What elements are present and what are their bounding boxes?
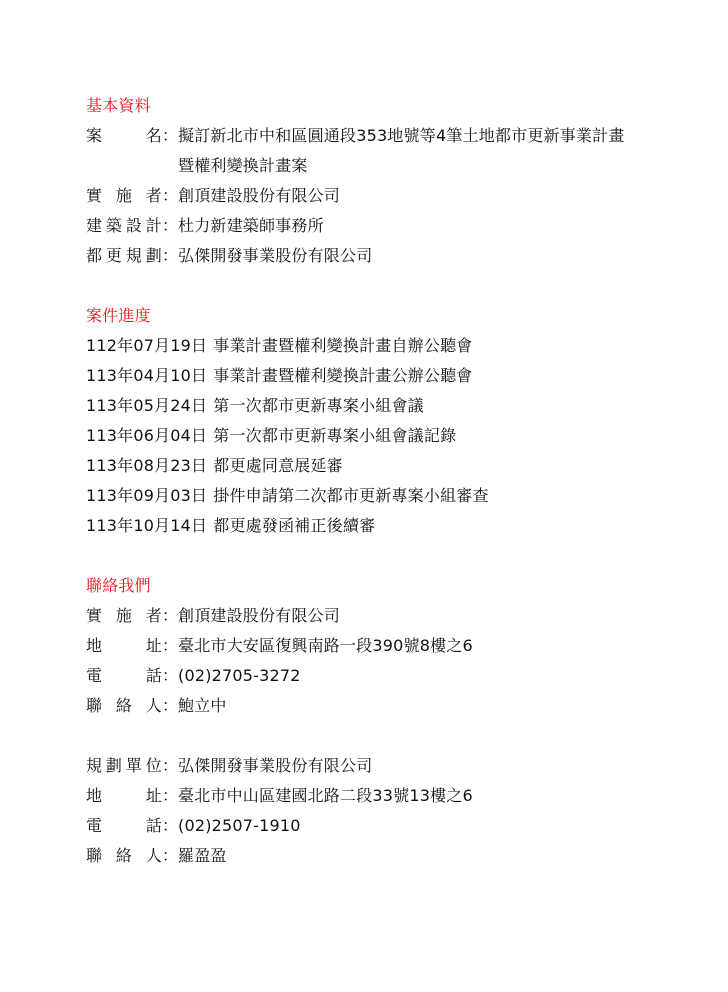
phone-label: 電 話 <box>86 666 162 685</box>
colon: ： <box>162 606 179 625</box>
implementer-person-row <box>86 691 706 721</box>
case-name-row <box>86 121 706 181</box>
colon: ： <box>162 816 179 835</box>
progress-event: 都更處發函補正後續審 <box>213 516 376 535</box>
planner-value: 弘傑開發事業股份有限公司 <box>178 246 373 265</box>
progress-item <box>86 421 706 451</box>
implementer-row <box>86 181 706 211</box>
phone-label: 電 話 <box>86 816 162 835</box>
basic-info-heading: 基本資料 <box>86 96 151 115</box>
colon: ： <box>162 126 179 145</box>
progress-item <box>86 361 706 391</box>
planner-person-value: 羅盈盈 <box>178 846 227 865</box>
progress-date: 113年04月10日 <box>86 366 208 385</box>
progress-event: 第一次都市更新專案小組會議 <box>213 396 424 415</box>
colon: ： <box>162 666 179 685</box>
progress-item <box>86 331 706 361</box>
implementer-value: 創頂建設股份有限公司 <box>178 186 341 205</box>
progress-event: 掛件申請第二次都市更新專案小組審查 <box>213 486 489 505</box>
planner-label: 都 更 規 劃 <box>86 246 162 265</box>
progress-date: 113年06月04日 <box>86 426 208 445</box>
colon: ： <box>162 246 179 265</box>
progress-date: 113年10月14日 <box>86 516 208 535</box>
implementer-address-value: 臺北市大安區復興南路一段390號8樓之6 <box>178 636 473 655</box>
colon: ： <box>162 696 179 715</box>
colon: ： <box>162 756 179 775</box>
contact-implementer-label: 實 施 者 <box>86 606 162 625</box>
colon: ： <box>162 636 179 655</box>
progress-event: 第一次都市更新專案小組會議記錄 <box>213 426 457 445</box>
contact-planner-label: 規 劃 單 位 <box>86 756 162 775</box>
progress-item <box>86 511 706 541</box>
progress-item <box>86 481 706 511</box>
progress-date: 112年07月19日 <box>86 336 208 355</box>
contact-implementer-row <box>86 601 706 631</box>
contact-person-label: 聯 絡 人 <box>86 696 162 715</box>
progress-date: 113年05月24日 <box>86 396 208 415</box>
progress-event: 都更處同意展延審 <box>213 456 343 475</box>
contact-implementer-value: 創頂建設股份有限公司 <box>178 606 341 625</box>
planner-phone-value: (02)2507-1910 <box>178 816 301 835</box>
colon: ： <box>162 786 179 805</box>
address-label: 地 址 <box>86 786 162 805</box>
progress-event: 事業計畫暨權利變換計畫公辦公聽會 <box>213 366 473 385</box>
colon: ： <box>162 216 179 235</box>
colon: ： <box>162 846 179 865</box>
planner-row <box>86 241 706 271</box>
colon: ： <box>162 186 179 205</box>
document-body <box>86 91 706 871</box>
address-label: 地 址 <box>86 636 162 655</box>
progress-heading: 案件進度 <box>86 306 151 325</box>
implementer-contact-block <box>86 601 706 721</box>
case-name-label: 案 名 <box>86 126 162 145</box>
architect-label: 建 築 設 計 <box>86 216 162 235</box>
planner-phone-row <box>86 811 706 841</box>
case-name-line-2: 暨權利變換計畫案 <box>178 156 308 175</box>
progress-item <box>86 451 706 481</box>
architect-value: 杜力新建築師事務所 <box>178 216 324 235</box>
progress-item <box>86 391 706 421</box>
planner-person-row <box>86 841 706 871</box>
contact-gap <box>86 721 706 751</box>
contact-heading: 聯絡我們 <box>86 576 151 595</box>
case-name-value <box>178 121 706 181</box>
implementer-phone-row <box>86 661 706 691</box>
progress-event: 事業計畫暨權利變換計畫自辦公聽會 <box>213 336 473 355</box>
architect-row <box>86 211 706 241</box>
contact-person-label: 聯 絡 人 <box>86 846 162 865</box>
implementer-address-row <box>86 631 706 661</box>
planner-address-row <box>86 781 706 811</box>
section-gap <box>86 541 706 571</box>
implementer-phone-value: (02)2705-3272 <box>178 666 301 685</box>
planner-address-value: 臺北市中山區建國北路二段33號13樓之6 <box>178 786 473 805</box>
section-gap <box>86 271 706 301</box>
contact-planner-row <box>86 751 706 781</box>
progress-date: 113年09月03日 <box>86 486 208 505</box>
case-name-line-1: 擬訂新北市中和區圓通段353地號等4筆土地都市更新事業計畫 <box>178 126 625 145</box>
implementer-label: 實 施 者 <box>86 186 162 205</box>
planner-contact-block <box>86 751 706 871</box>
contact-planner-value: 弘傑開發事業股份有限公司 <box>178 756 373 775</box>
implementer-person-value: 鮑立中 <box>178 696 227 715</box>
progress-list <box>86 331 706 541</box>
progress-date: 113年08月23日 <box>86 456 208 475</box>
